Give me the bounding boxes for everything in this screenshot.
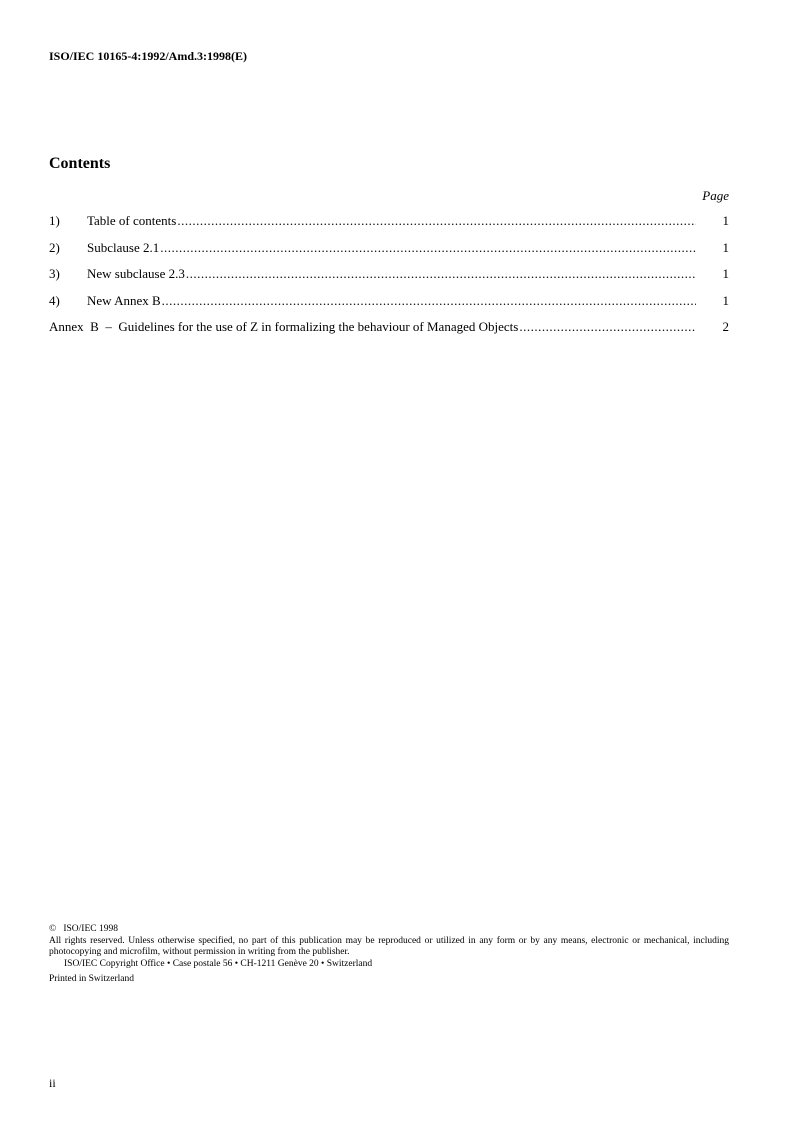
copyright-notice: [49, 924, 729, 986]
toc-entry-number: 2): [49, 239, 60, 255]
toc-entry[interactable]: [49, 213, 729, 240]
toc-entry-number: 4): [49, 292, 60, 308]
toc-entry-page: 1: [722, 266, 729, 281]
toc-dot-leader: [160, 240, 696, 256]
toc-dot-leader: [177, 213, 696, 229]
printed-location: Printed in Switzerland: [49, 974, 134, 984]
page-number: ii: [49, 1076, 56, 1090]
toc-entry-page: 1: [722, 292, 729, 308]
rights-statement: All rights reserved. Unless otherwise specified, no part of this publication may be reproduced or utilized in any form or by any means, electronic or mechanical, including photocopying and microfilm, without permission in writing from the publisher.: [49, 935, 729, 957]
toc-entry-page: 1: [722, 239, 729, 255]
toc-entry-title: Table of contents: [87, 213, 177, 228]
toc-entry-title: New subclause 2.3: [87, 266, 185, 281]
toc-entry-annex[interactable]: [49, 319, 729, 346]
toc-entry[interactable]: [49, 293, 729, 320]
toc-entry-title: Subclause 2.1: [87, 239, 160, 255]
toc-entry-title: New Annex B: [87, 292, 161, 308]
toc-entry-title: Annex B – Guidelines for the use of Z in formalizing the behaviour of Managed Objects: [49, 319, 519, 334]
toc-entry-page: 2: [722, 319, 729, 334]
copyright-line: © ISO/IEC 1998: [49, 924, 118, 934]
page-column-label: Page: [702, 188, 729, 203]
table-of-contents: [49, 213, 729, 346]
toc-dot-leader: [162, 293, 696, 309]
toc-dot-leader: [186, 266, 696, 282]
toc-entry-number: 3): [49, 266, 60, 281]
document-header: ISO/IEC 10165-4:1992/Amd.3:1998(E): [49, 49, 248, 63]
toc-entry-page: 1: [722, 213, 729, 228]
toc-entry-number: 1): [49, 213, 60, 228]
toc-entry[interactable]: [49, 266, 729, 293]
contents-heading: Contents: [49, 155, 111, 172]
toc-entry[interactable]: [49, 240, 729, 267]
toc-dot-leader: [519, 319, 696, 335]
copyright-office-address: ISO/IEC Copyright Office • Case postale 56 • CH-1211 Genève 20 • Switzerland: [64, 958, 373, 969]
